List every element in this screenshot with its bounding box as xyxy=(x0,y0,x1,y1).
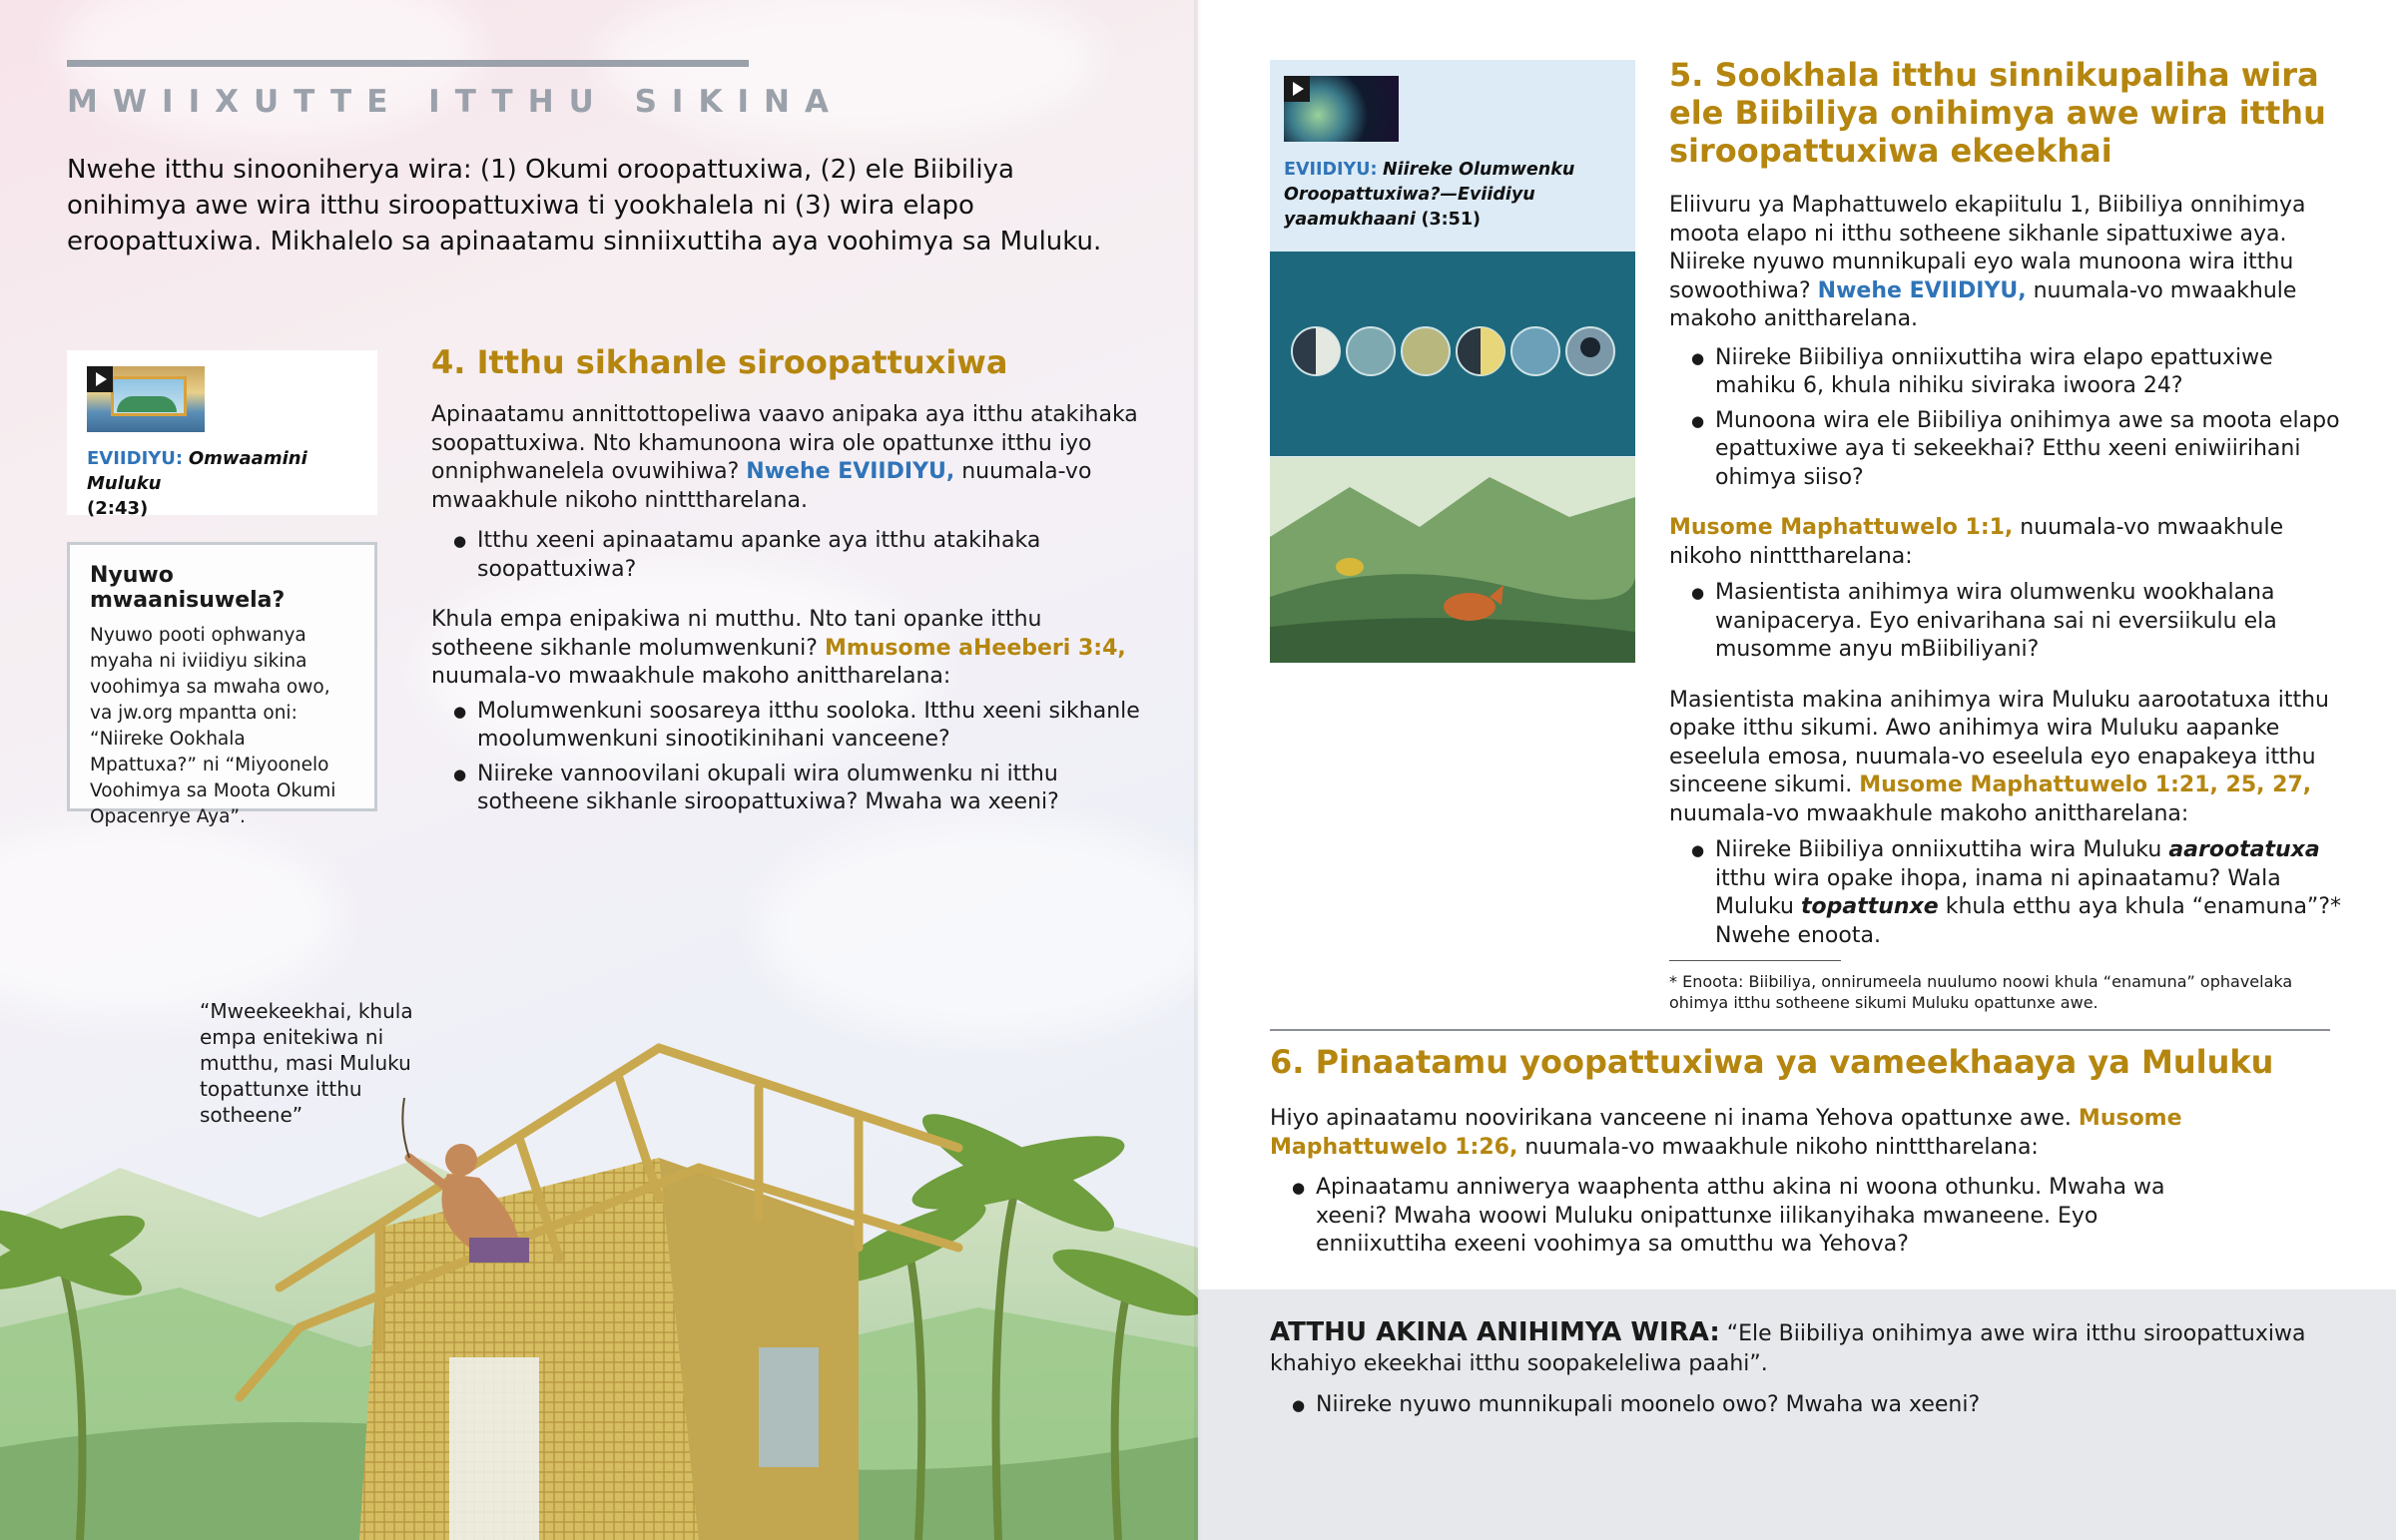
section-title: 6. Pinaatamu yoopattuxiwa ya vameekhaaya ya Muluku xyxy=(1270,1043,2274,1081)
section-4 xyxy=(431,343,1150,817)
question-list xyxy=(1270,1391,2348,1420)
footnote: * Enoota: Biibiliya, onnirumeela nuulumo noowi khula “enamuna” ophavelaka ohimya itthu sotheene sikumi Muluku opattunxe awe. xyxy=(1669,972,2293,1012)
paragraph-text: nuumala-vo mwaakhule makoho anittharelana: xyxy=(431,664,951,689)
question-item: ● Molumwenkuni soosareya itthu sooloka. Itthu xeeni sikhanle moolumwenkuni sinootikinihani vanceene? xyxy=(431,698,1150,755)
question-item: ● Itthu xeeni apinaatamu apanke aya itthu atakihaka soopattuxiwa? xyxy=(431,527,1150,584)
section-title: 5. Sookhala itthu sinnikupaliha wira ele Biibiliya onihimya awe wira itthu siroopattuxiwa ekeekhai xyxy=(1669,56,2326,170)
band-paragraph xyxy=(1270,1317,2348,1379)
paragraph xyxy=(431,401,1150,515)
video-link[interactable]: Nwehe EVIIDIYU, xyxy=(1817,277,2027,303)
scripture-link[interactable]: Musome Maphattuwelo 1:21, 25, 27, xyxy=(1859,772,2312,797)
illustration-caption: “Mweekeekhai, khula empa enitekiwa ni mutthu, masi Muluku topattunxe itthu sotheene” xyxy=(200,999,413,1127)
box-heading: Nyuwo mwaanisuwela? xyxy=(90,563,286,613)
video-card[interactable] xyxy=(1270,60,1635,663)
video-caption xyxy=(1284,158,1621,233)
video-label: EVIIDIYU: xyxy=(1284,160,1378,180)
section-5 xyxy=(1669,56,2348,1013)
section-divider xyxy=(1270,1029,2330,1031)
band-content xyxy=(1270,1317,2348,1420)
box-text: Nyuwo pooti ophwanya myaha ni iviidiyu sikina voohimya sa mwaha owo, va jw.org mpantta oni: “Niireke Ookhala Mpattuxa?” ni “Miyoonelo Voohimya sa Moota Okumi Opacenrye Aya”. xyxy=(90,625,336,827)
paragraph xyxy=(1669,514,2348,571)
question-item: ● Niireke Biibiliya onniixuttiha wira elapo epattuxiwe mahiku 6, khula nihiku siviraka iwoora 24? xyxy=(1669,344,2348,401)
paragraph-text: Khula empa enipakiwa ni mutthu. Nto tani opanke itthu sotheene sikhanle molumwenkuni? xyxy=(431,607,1042,661)
paragraph-text: nuumala-vo mwaakhule makoho anittharelana. xyxy=(1669,277,2297,331)
video-title[interactable]: Niireke Olumwenku Oroopattuxiwa?—Eviidiyu yaamukhaani xyxy=(1284,160,1575,230)
question-list xyxy=(431,527,1150,584)
scripture-link[interactable]: Mmusome aHeeberi 3:4, xyxy=(824,635,1126,661)
video-title[interactable]: Omwaamini Muluku xyxy=(87,448,307,494)
play-icon[interactable] xyxy=(87,366,113,392)
right-page xyxy=(1198,0,2396,1540)
some-people-say-band xyxy=(1198,1289,2396,1540)
question-list xyxy=(431,698,1150,817)
question-list xyxy=(1669,579,2348,665)
paragraph-text: Eliivuru ya Maphattuwelo ekapiitulu 1, Biibiliya onnihimya moota elapo ni itthu sotheene sikhanle sipattuxiwe aya. Niireke nyuwo munnikupali eyo wala munoona wira itthu sowoothiwa? xyxy=(1669,193,2306,303)
scripture-link[interactable]: Musome Maphattuwelo 1:26, xyxy=(1270,1106,2182,1160)
band-quote: “Ele Biibiliya onihimya awe wira itthu siroopattuxiwa khahiyo ekeekhai itthu soopakeleliwa paahi”. xyxy=(1270,1321,2306,1376)
paragraph-text: nuumala-vo mwaakhule nikoho nintttharelana: xyxy=(1524,1134,2039,1160)
video-label: EVIIDIYU: xyxy=(87,448,184,469)
question-item: ● Niireke nyuwo munnikupali moonelo owo? Mwaha wa xeeni? xyxy=(1270,1391,2348,1420)
thumbnail-hill xyxy=(117,396,177,412)
heading-rule xyxy=(67,60,749,67)
scripture-link[interactable]: Musome Maphattuwelo 1:1, xyxy=(1669,515,2014,540)
video-link[interactable]: Nwehe EVIIDIYU, xyxy=(746,459,955,484)
paragraph-text: nuumala-vo mwaakhule nikoho nintttharelana. xyxy=(431,459,1092,513)
video-duration: (2:43) xyxy=(87,498,149,519)
question-item: ● Munoona wira ele Biibiliya onihimya awe sa moota elapo epattuxiwe aya ti sekeekhai? Etthu xeeni eniwiirihani ohimya siiso? xyxy=(1669,407,2348,493)
paragraph-text: Apinaatamu annittottopeliwa vaavo anipaka aya itthu atakihaka soopattuxiwa. Nto khamunoona wira ole opattunxe itthu iyo onniphwanelela ovuwihiwa? xyxy=(431,402,1138,484)
paragraph xyxy=(1669,687,2348,829)
page-gutter xyxy=(1194,0,1202,1540)
question-list xyxy=(1669,836,2348,950)
paragraph-text: Masientista makina anihimya wira Muluku aarootatuxa itthu opake itthu sikumi. Awo anihimya wira Muluku aapanke eseelula emosa, nuumala-vo eseelula eyo enapakeya itthu sinceene sikumi. xyxy=(1669,687,2329,797)
did-you-know-box xyxy=(67,542,377,827)
section-kicker: MWIIXUTTE ITTHU SIKINA xyxy=(67,84,844,120)
band-heading: ATTHU AKINA ANIHIMYA WIRA: xyxy=(1270,1317,1720,1347)
video-thumbnail[interactable] xyxy=(87,366,205,432)
landscape-animals-image xyxy=(1270,457,1635,663)
paragraph-text: nuumala-vo mwaakhule makoho anittharelana: xyxy=(1669,800,2189,826)
section-title: 4. Itthu sikhanle siroopattuxiwa xyxy=(431,343,1008,381)
question-list xyxy=(1669,344,2348,493)
house-building-illustration xyxy=(0,928,1198,1540)
paragraph xyxy=(431,606,1150,692)
question-item: ● Apinaatamu anniwerya waaphenta atthu akina ni woona othunku. Mwaha wa xeeni? Mwaha woowi Muluku onipattunxe iilikanyihaka mwaneene. Eyo enniixuttiha exeeni voohimya sa omutthu wa Yehova? xyxy=(1270,1174,2228,1260)
video-thumbnail[interactable] xyxy=(1284,76,1399,142)
question-item: ● Niireke vannoovilani okupali wira olumwenku ni itthu sotheene sikhanle siroopattuxiwa? Mwaha wa xeeni? xyxy=(431,761,1150,817)
intro-paragraph: Nwehe itthu sinooniherya wira: (1) Okumi oroopattuxiwa, (2) ele Biibiliya onihimya awe wira itthu siroopattuxiwa ti yookhalela ni (3) wira elapo eroopattuxiwa. Mikhalelo sa apinaatamu sinniixuttiha aya voohimya sa Muluku. xyxy=(67,155,1102,257)
question-list xyxy=(1270,1174,2228,1260)
creation-days-image xyxy=(1270,252,1635,456)
video-card[interactable] xyxy=(67,350,377,519)
question-item: ● Masientista anihimya wira olumwenku wookhalana wanipacerya. Eyo enivarihana sai ni eversiikulu ela musomme anyu mBiibiliyani? xyxy=(1669,579,2348,665)
paragraph xyxy=(1270,1105,2348,1162)
video-caption xyxy=(87,446,357,521)
paragraph xyxy=(1669,192,2348,334)
paragraph-text: nuumala-vo mwaakhule nikoho nintttharelana: xyxy=(1669,515,2284,569)
paragraph-text: Hiyo apinaatamu noovirikana vanceene ni inama Yehova opattunxe awe. xyxy=(1270,1106,2072,1131)
play-icon[interactable] xyxy=(1284,76,1310,102)
video-duration: (3:51) xyxy=(1421,210,1482,230)
section-6 xyxy=(1270,1043,2348,1260)
video-card-header xyxy=(1270,60,1635,250)
question-item: ● Niireke Biibiliya onniixuttiha wira Muluku aarootatuxa itthu wira opake ihopa, inama ni apinaatamu? Wala Muluku topattunxe khula etthu aya khula “enamuna”?* Nwehe enoota. xyxy=(1669,836,2348,950)
footnote-rule xyxy=(1669,960,1841,961)
